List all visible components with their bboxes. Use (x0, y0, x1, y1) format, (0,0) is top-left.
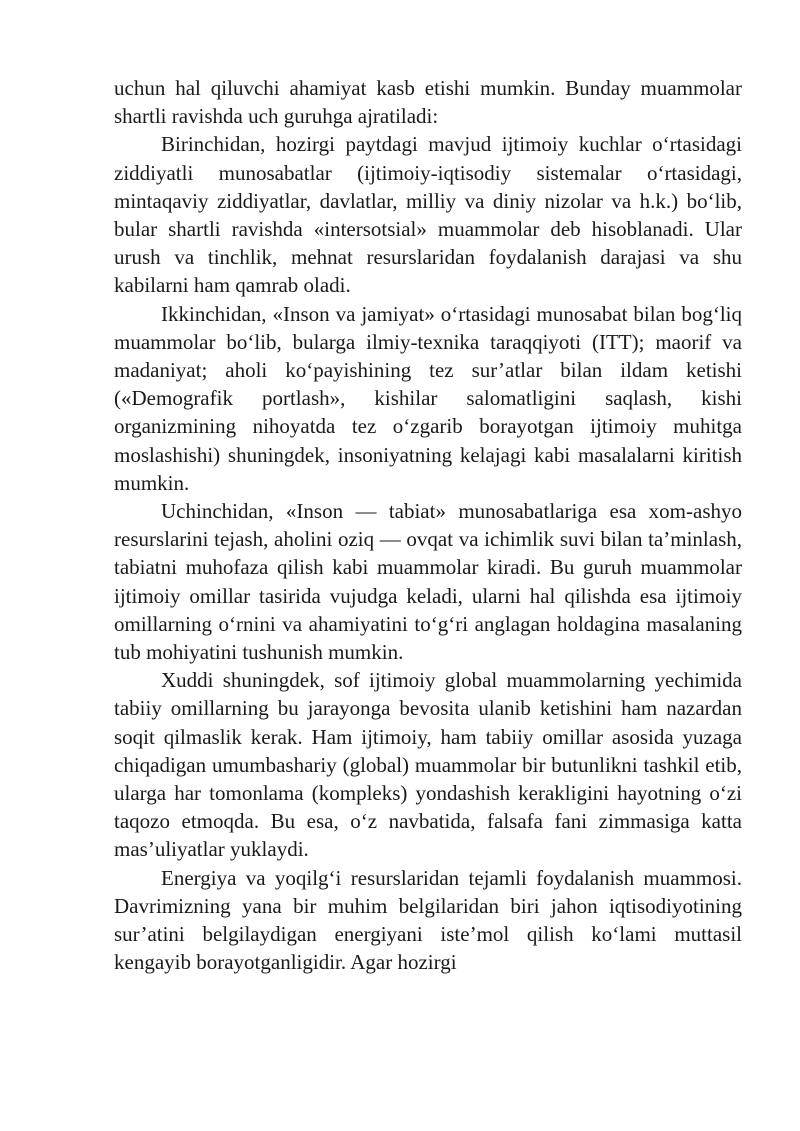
paragraph-first-group: Birinchidan, hozirgi paytdagi mavjud ijtimoiy kuchlar oʻrtasidagi ziddiyatli munosabatlar (ijtimoiy-iqtisodiy sistemalar oʻrtasidagi, mintaqaviy ziddiyatlar, davlatlar, milliy va diniy nizolar va h.k.) boʻlib, bular shartli ravishda «intersotsial» muammolar deb hisoblanadi. Ular urush va tinchlik, mehnat resurslaridan foydalanish darajasi va shu kabilarni ham qamrab oladi. (114, 132, 742, 298)
paragraph-third-group: Uchinchidan, «Inson — tabiat» munosabatlariga esa xom-ashyo resurslarini tejash, aholini oziq — ovqat va ichimlik suvi bilan ta’minlash, tabiatni muhofaza qilish kabi muammolar kiradi. Bu guruh muammolar ijtimoiy omillar tasirida vujudga keladi, ularni hal qilishda esa ijtimoiy omillarning oʻrnini va ahamiyatini toʻgʻri anglagan holdagina masalaning tub mohiyatini tushunish mumkin. (114, 499, 742, 665)
paragraph-intro: uchun hal qiluvchi ahamiyat kasb etishi mumkin. Bunday muammolar shartli ravishda uch guruhga ajratiladi: (114, 76, 742, 129)
paragraph-second-group: Ikkinchidan, «Inson va jamiyat» oʻrtasidagi munosabat bilan bogʻliq muammolar boʻlib, bularga ilmiy-texnika taraqqiyoti (ITT); maorif va madaniyat; aholi koʻpayishining tez sur’atlar bilan ildam ketishi («Demografik portlash», kishilar salomatligini saqlash, kishi organizmining nihoyatda tez oʻzgarib borayotgan ijtimoiy muhitga moslashishi) shuningdek, insoniyatning kelajagi kabi masalalarni kiritish mumkin. (114, 301, 742, 495)
document-page (114, 74, 742, 977)
paragraph-global-problems: Xuddi shuningdek, sof ijtimoiy global muammolarning yechimida tabiiy omillarning bu jarayonga bevosita ulanib ketishini ham nazardan soqit qilmaslik kerak. Ham ijtimoiy, ham tabiiy omillar asosida yuzaga chiqadigan umumbashariy (global) muammolar bir butunlikni tashkil etib, ularga har tomonlama (kompleks) yondashish kerakligini hayotning oʻzi taqozo etmoqda. Bu esa, oʻz navbatida, falsafa fani zimmasiga katta mas’uliyatlar yuklaydi. (114, 668, 742, 862)
paragraph-energy-resources: Energiya va yoqilgʻi resurslaridan tejamli foydalanish muammosi. Davrimizning yana bir muhim belgilaridan biri jahon iqtisodiyotining sur’atini belgilaydigan energiyani iste’mol qilish koʻlami muttasil kengayib borayotganligidir. Agar hozirgi (114, 865, 742, 975)
